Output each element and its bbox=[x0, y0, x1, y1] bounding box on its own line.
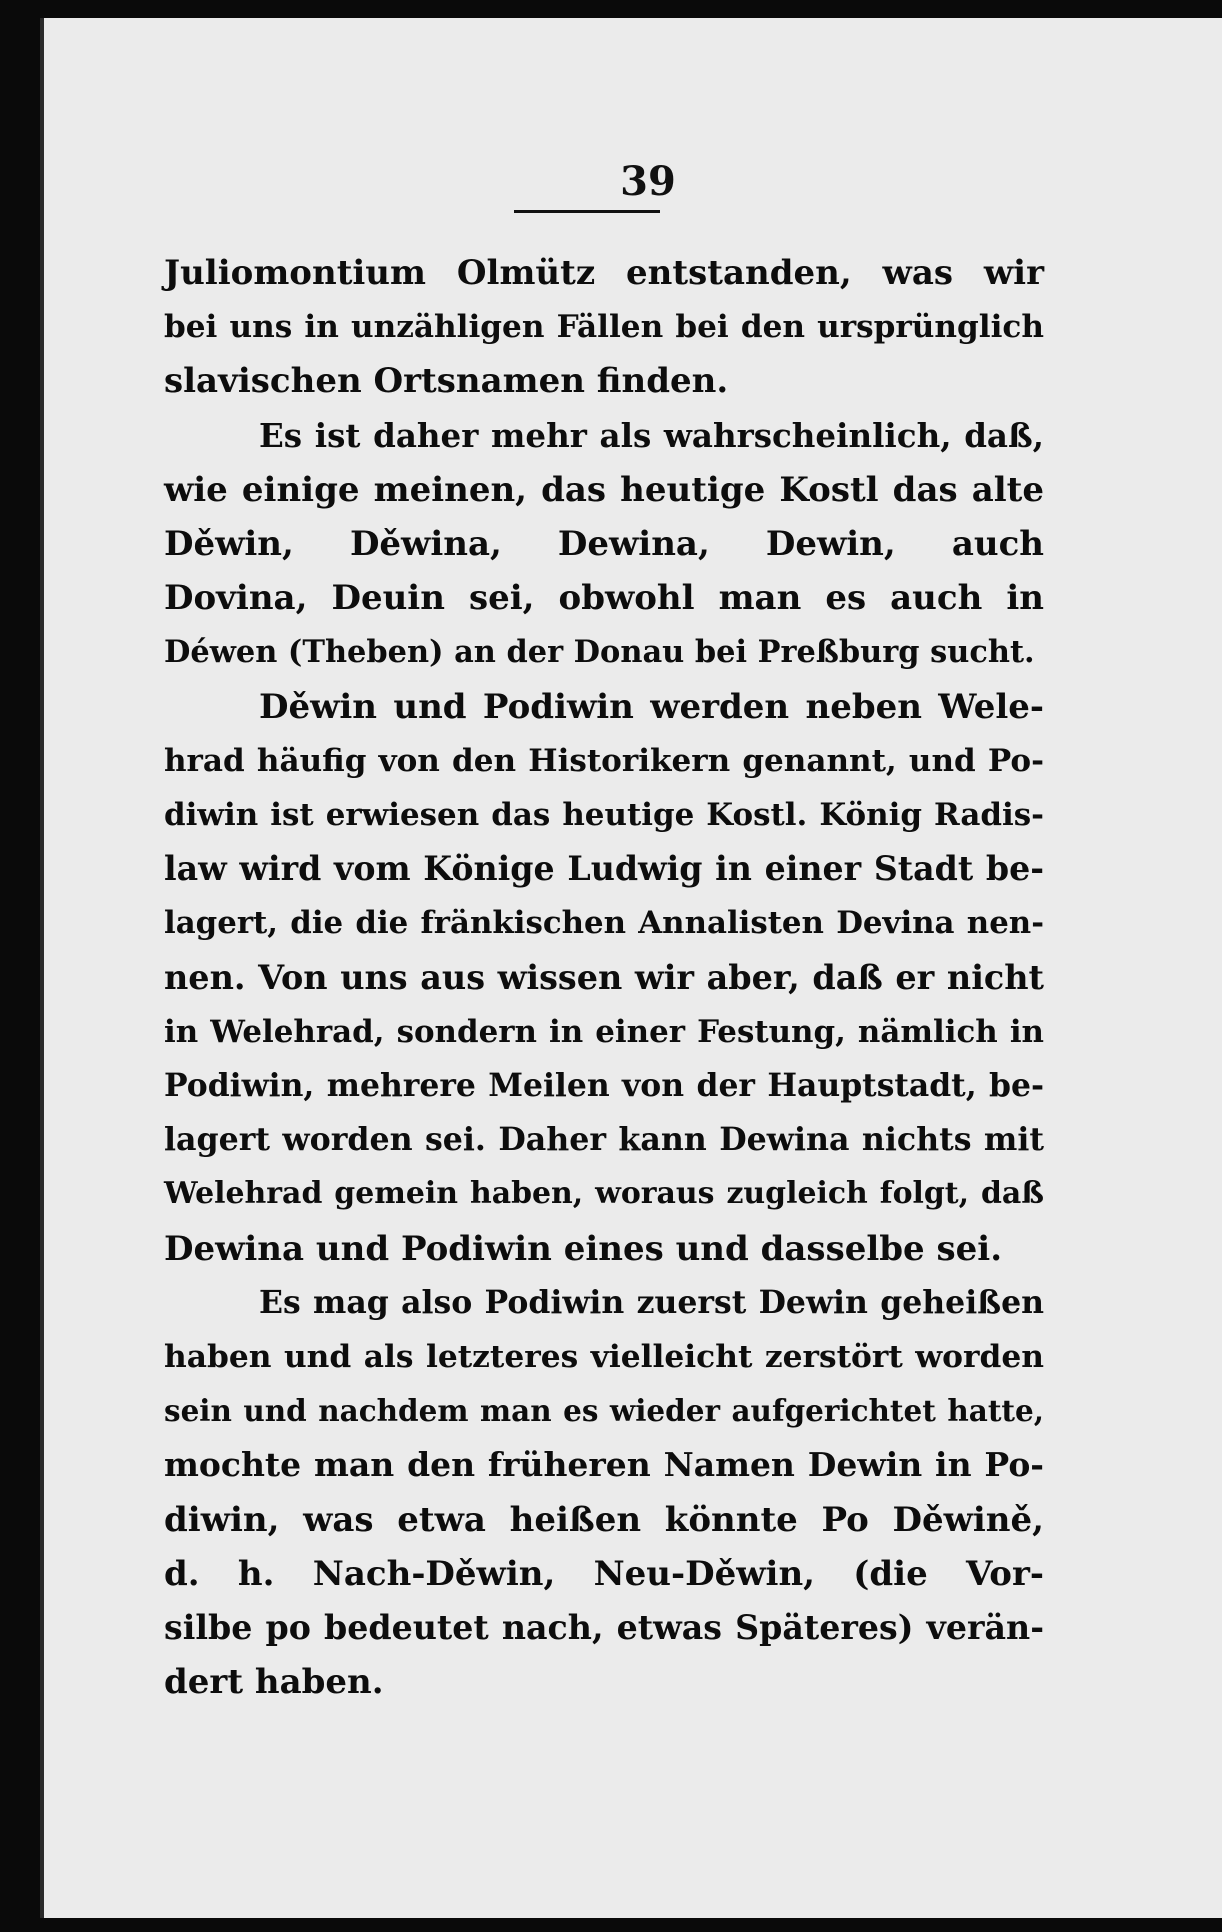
text-line: Děwin und Podiwin werden neben Wele- bbox=[259, 686, 1044, 727]
text-line: hrad häufig von den Historikern genannt, und Po- bbox=[164, 742, 1044, 779]
text-line: diwin ist erwiesen das heutige Kostl. König Radis- bbox=[164, 797, 1044, 834]
text-line: nen. Von uns aus wissen wir aber, daß er nicht bbox=[164, 957, 1044, 997]
text-line: Dewina und Podiwin eines und dasselbe sei. bbox=[164, 1228, 1003, 1269]
text-line: law wird vom Könige Ludwig in einer Stadt be- bbox=[164, 849, 1044, 889]
text-line: Welehrad gemein haben, woraus zugleich folgt, daß bbox=[164, 1176, 1044, 1212]
text-line: haben und als letzteres vielleicht zerstört worden bbox=[164, 1339, 1044, 1376]
text-line: Déwen (Theben) an der Donau bei Preßburg sucht. bbox=[164, 634, 1035, 671]
text-line: mochte man den früheren Namen Dewin in Po- bbox=[164, 1445, 1044, 1485]
text-line: Podiwin, mehrere Meilen von der Hauptstadt, be- bbox=[164, 1068, 1044, 1105]
text-line: in Welehrad, sondern in einer Festung, nämlich in bbox=[164, 1013, 1044, 1050]
text-line: diwin, was etwa heißen könnte Po Děwině, bbox=[164, 1499, 1044, 1540]
text-line: lagert, die die fränkischen Annalisten Devina nen- bbox=[164, 905, 1044, 942]
text-line: bei uns in unzähligen Fällen bei den ursprünglich bbox=[164, 309, 1044, 346]
text-line: lagert worden sei. Daher kann Dewina nichts mit bbox=[164, 1121, 1044, 1159]
text-line: Es mag also Podiwin zuerst Dewin geheißen bbox=[259, 1283, 1044, 1321]
text-line: dert haben. bbox=[164, 1662, 384, 1703]
body-text bbox=[164, 246, 1044, 1709]
page-number: 39 bbox=[620, 158, 676, 205]
text-line: wie einige meinen, das heutige Kostl das alte bbox=[164, 469, 1044, 510]
text-line: Es ist daher mehr als wahrscheinlich, daß, bbox=[259, 415, 1044, 455]
text-line: silbe po bedeutet nach, etwas Späteres) verän- bbox=[164, 1608, 1044, 1648]
text-line: sein und nachdem man es wieder aufgerichtet hatte, bbox=[164, 1393, 1044, 1429]
header-rule bbox=[514, 210, 660, 213]
book-page bbox=[40, 18, 1222, 1918]
text-line: d. h. Nach-Děwin, Neu-Děwin, (die Vor- bbox=[164, 1553, 1044, 1594]
text-line: Děwin, Děwina, Dewina, Dewin, auch bbox=[164, 524, 1044, 565]
text-line: Dovina, Deuin sei, obwohl man es auch in bbox=[164, 578, 1044, 619]
text-line: slavischen Ortsnamen finden. bbox=[164, 361, 729, 402]
text-line: Juliomontium Olmütz entstanden, was wir bbox=[164, 253, 1044, 293]
page-header bbox=[44, 158, 1222, 205]
